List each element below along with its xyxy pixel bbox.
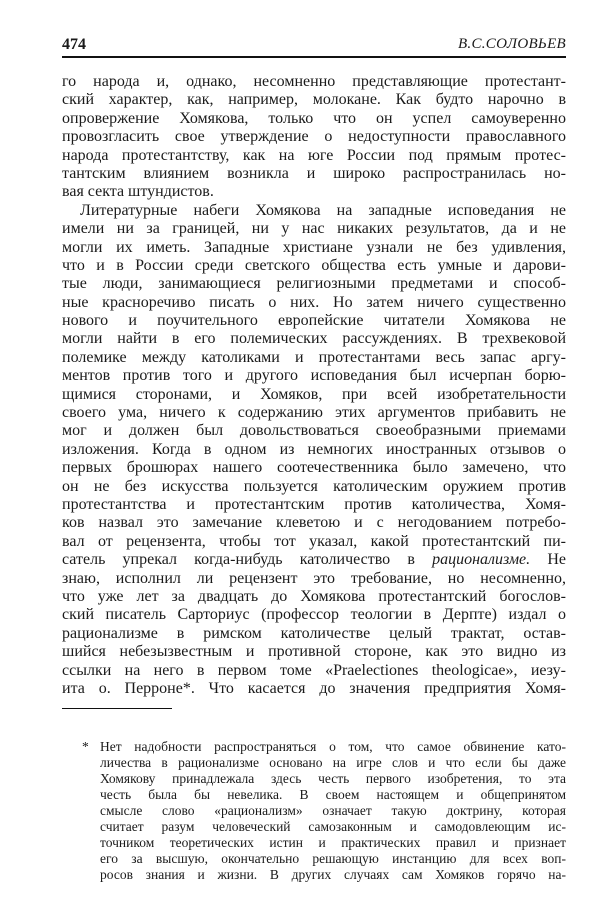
text-line: ский характер, как, например, молокане. Как будто нарочно в	[62, 91, 566, 109]
text-line: нового и поучительного европейские читатели Хомякова не	[62, 312, 566, 330]
text-line: ита о. Перроне*. Что касается до значения предприятия Хомя-	[62, 679, 566, 697]
text-line: щимися сторонами, и Хомяков, при всей изобретательности	[62, 385, 566, 403]
text-line: Нет надобности распространяться о том, что самое обвинение като-	[100, 739, 566, 754]
text-line: могли найти в его полемических рассуждениях. В трехвековой	[62, 330, 566, 348]
text-line: своего ума, ничего к содержанию этих аргументов прибавить не	[62, 404, 566, 422]
text-line: знаю, исполнил ли рецензент это требование, но несомненно,	[62, 569, 566, 587]
text-line: ссылки на него в первом томе «Praelectiones theologicae», иезу-	[62, 661, 566, 679]
text-line: го народа и, однако, несомненно представляющие протестант-	[62, 73, 566, 90]
text-line: ков назвал это замечание клеветою и с негодованием потребо-	[62, 514, 566, 532]
footnote-marker: *	[82, 739, 89, 754]
text-line: опровержение Хомякова, только что он успел самоуверенно	[62, 109, 566, 127]
text-line: что уже лет за двадцать до Хомякова протестантский богослов-	[62, 587, 566, 605]
text-line: тые люди, занимающиеся религиозными предметами и способ-	[62, 275, 566, 293]
text-line: вал от рецензента, чтобы тот указал, какой протестантский пи-	[62, 532, 566, 550]
text-line: первых брошюрах нашего соотечественника было замечено, что	[62, 459, 566, 477]
emphasized-word: рационализме.	[432, 551, 531, 569]
text-line: личества в рационализме основано на игре слов и что если бы даже	[100, 755, 566, 770]
text-line: ментов против того и другого исповедания был исчерпан борю-	[62, 367, 566, 385]
text-line: Литературные набеги Хомякова на западные исповедания не	[80, 201, 566, 219]
text-line: точником теоретических истин и практических правил и признает	[100, 835, 566, 850]
footnote	[82, 739, 566, 883]
text-line: смысле слово «рационализм» означает такую доктрину, которая	[100, 803, 566, 818]
text-line: мог и должен был довольствоваться своеобразными приемами	[62, 422, 566, 440]
text-span: сатель упрекал когда-нибудь католичество в	[62, 551, 433, 569]
text-line	[62, 551, 566, 569]
text-line: рационализме в римском католичестве целый трактат, остав-	[62, 624, 566, 642]
footnote-divider	[62, 708, 172, 709]
text-line: Хомякову принадлежала здесь честь первого изобретения, то эта	[100, 771, 566, 786]
text-line: честь была бы невелика. В своем настоящем и общепринятом	[100, 787, 566, 802]
text-line: народа протестантству, как на юге России под прямым протес-	[62, 146, 566, 164]
text-line: его за высшую, окончательно решающую инстанцию для всех воп-	[100, 851, 566, 866]
text-line: вая секта штундистов.	[62, 183, 214, 201]
text-line: ные красноречиво писать о них. Но затем ничего существенно	[62, 293, 566, 311]
text-line: имели ни за границей, ни у нас никаких результатов, да и не	[62, 220, 566, 238]
text-line: полемике между католиками и протестантами весь запас аргу-	[62, 348, 566, 366]
text-span: Не	[530, 551, 566, 569]
running-title: В.С.СОЛОВЬЕВ	[457, 36, 566, 52]
text-line: протестантства и протестантским против католичества, Хомя-	[62, 495, 566, 513]
text-line: изложения. Когда в одном из немногих иностранных отзывов о	[62, 440, 566, 458]
text-line: шийся небезызвестным и противной стороне, как это видно из	[62, 643, 566, 661]
text-line: провозгласить свое утверждение о недоступности православного	[62, 128, 566, 146]
page-number: 474	[62, 36, 86, 53]
text-line: могли их иметь. Западные христиане узнали не без удивления,	[62, 238, 566, 256]
text-line: он не без искусства пользуется католическим оружием против	[62, 477, 566, 495]
text-line: считает разум человеческий самозаконным и самодовлеющим ис-	[100, 819, 566, 834]
text-line: росов знания и жизни. В других случаях сам Хомяков горячо на-	[100, 867, 566, 882]
text-line: ский писатель Сарториус (профессор теологии в Дерпте) издал о	[62, 606, 566, 624]
main-text	[62, 73, 566, 698]
text-line: что и в России среди светского общества есть умные и дарови-	[62, 256, 566, 274]
text-line: тантским влиянием возникла и широко распространилась но-	[62, 164, 566, 182]
page-header	[62, 36, 566, 58]
